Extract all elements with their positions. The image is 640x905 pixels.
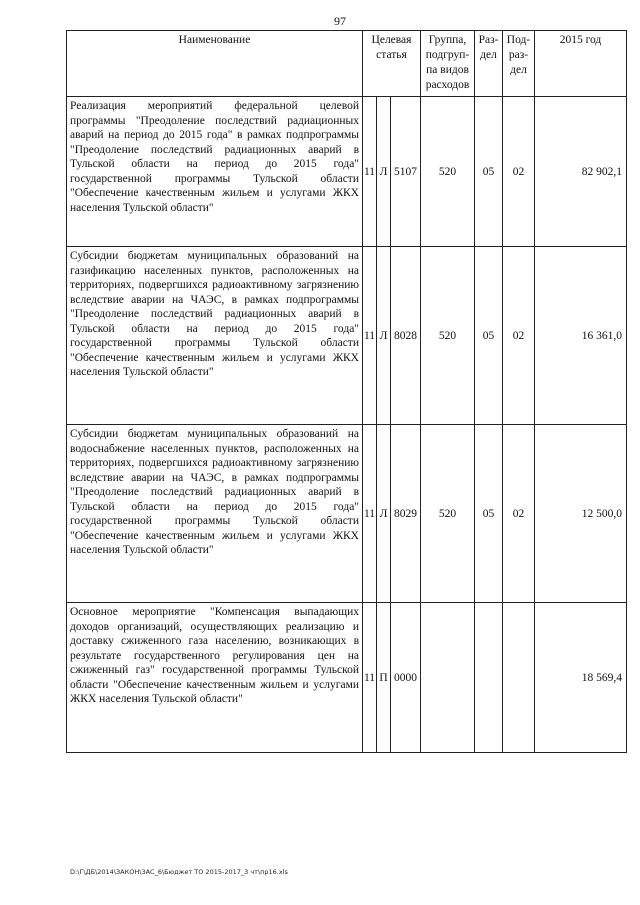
row-subsection: 02 xyxy=(503,247,535,425)
row-code-2: П xyxy=(377,603,391,753)
row-code-2: Л xyxy=(377,425,391,603)
row-code-1: 11 xyxy=(363,603,377,753)
row-code-1: 11 xyxy=(363,247,377,425)
row-code-1: 11 xyxy=(363,425,377,603)
row-code-2: Л xyxy=(377,247,391,425)
table-row xyxy=(67,247,627,425)
table-row xyxy=(67,425,627,603)
row-group: 520 xyxy=(421,247,475,425)
row-amount: 18 569,4 xyxy=(535,603,627,753)
row-name: Реализация мероприятий федеральной целевой программы "Преодоление последствий радиационных аварий на период до 2015 года" в рамках подпрограммы "Преодоление последствий радиационных аварий в Тульской области на период до 2015 года" государственной программы Тульской области "Обеспечение качественным жильем и услугами ЖКХ населения Тульской области" xyxy=(67,97,363,247)
header-year: 2015 год xyxy=(535,31,627,97)
row-subsection: 02 xyxy=(503,97,535,247)
row-code-3: 8029 xyxy=(391,425,421,603)
row-name: Субсидии бюджетам муниципальных образований на водоснабжение населенных пунктов, расположенных на территориях, подвергшихся радиоактивному загрязнению вследствие аварии на ЧАЭС, в рамках подпрограммы "Преодоление последствий радиационных аварий в Тульской области на период до 2015 года" государственной программы Тульской области "Обеспечение качественным жильем и услугами ЖКХ населения Тульской области" xyxy=(67,425,363,603)
header-group: Группа, подгруп-па видов расходов xyxy=(421,31,475,97)
row-code-3: 8028 xyxy=(391,247,421,425)
row-amount: 12 500,0 xyxy=(535,425,627,603)
header-row xyxy=(67,31,627,97)
row-name: Основное мероприятие "Компенсация выпадающих доходов организаций, осуществляющих реализацию и доставку сжиженного газа населению, возникающих в результате государственного регулирования цен на сжиженный газ" государственной программы Тульской области "Обеспечение качественным жильем и услугами ЖКХ населения Тульской области" xyxy=(67,603,363,753)
row-name: Субсидии бюджетам муниципальных образований на газификацию населенных пунктов, расположенных на территориях, подвергшихся радиоактивному загрязнению вследствие аварии на ЧАЭС, в рамках подпрограммы "Преодоление последствий радиационных аварий в Тульской области на период до 2015 года" государственной программы Тульской области "Обеспечение качественным жильем и услугами ЖКХ населения Тульской области" xyxy=(67,247,363,425)
header-name: Наименование xyxy=(67,31,363,97)
row-code-1: 11 xyxy=(363,97,377,247)
budget-table xyxy=(66,30,627,753)
row-group: 520 xyxy=(421,425,475,603)
header-target-article: Целевая статья xyxy=(363,31,421,97)
row-code-3: 0000 xyxy=(391,603,421,753)
row-section: 05 xyxy=(475,97,503,247)
row-code-2: Л xyxy=(377,97,391,247)
row-subsection: 02 xyxy=(503,425,535,603)
row-section: 05 xyxy=(475,425,503,603)
table-row xyxy=(67,603,627,753)
row-amount: 82 902,1 xyxy=(535,97,627,247)
header-subsection: Под-раз-дел xyxy=(503,31,535,97)
row-subsection xyxy=(503,603,535,753)
row-group xyxy=(421,603,475,753)
row-code-3: 5107 xyxy=(391,97,421,247)
row-group: 520 xyxy=(421,97,475,247)
page-number: 97 xyxy=(334,14,346,28)
row-amount: 16 361,0 xyxy=(535,247,627,425)
row-section: 05 xyxy=(475,247,503,425)
file-path-footer: D:\Г\ДБ\2014\ЗАКОН\ЗАС_6\Бюджет ТО 2015-2017_3 чт\пр16.xls xyxy=(70,868,288,876)
header-section: Раз-дел xyxy=(475,31,503,97)
row-section xyxy=(475,603,503,753)
table-row xyxy=(67,97,627,247)
